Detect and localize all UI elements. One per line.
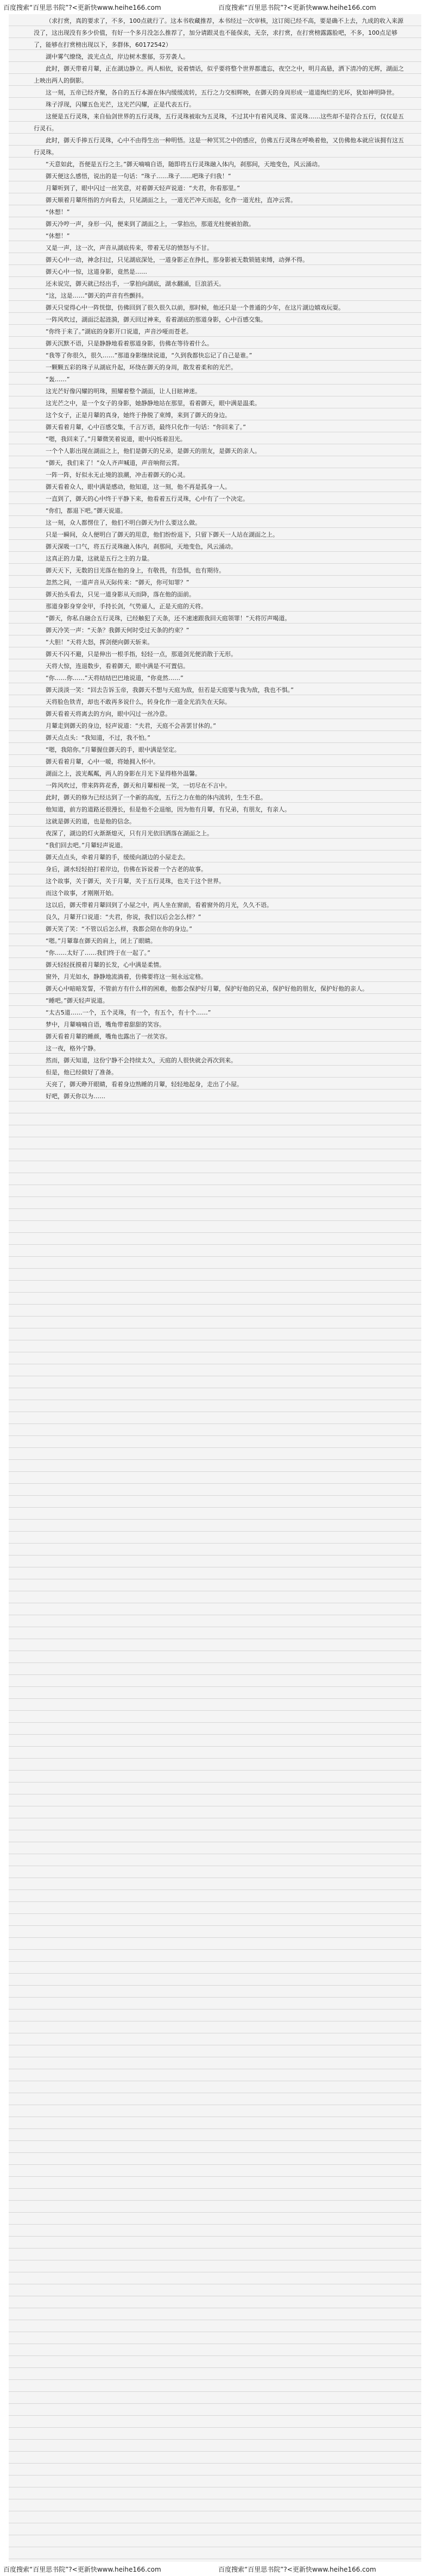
paragraph: 这真正的力量，这就是五行之主的力量。 <box>46 555 153 562</box>
paragraph: 只是一瞬间，众人便明白了御天的用意，他们纷纷退下，只留下御天一人站在湖面之上。 <box>46 531 279 538</box>
paragraph: “睡吧。”御天轻声说道。 <box>46 997 109 1004</box>
paragraph: 御天便这么感悟，说出的是一句话：“珠子……珠子……吧珠子归我！” <box>46 173 231 180</box>
paragraph: 湖面之上，波光粼粼，两人的身影在月光下显得格外温馨。 <box>46 770 201 777</box>
paragraph: 夜深了，湖边的灯火渐渐熄灭，只有月光依旧洒落在湖面之上。 <box>46 830 213 837</box>
top-banner-right: 百度搜索“百里思书院”?<更新快www.heihe166.com <box>218 3 376 11</box>
paragraph: “休想！” <box>46 232 70 240</box>
paragraph: “大胆！”天将大怒，挥剑便向御天斩来。 <box>46 639 154 646</box>
paragraph: 御天冷笑一声：“天条？我御天何时受过天条的约束？” <box>46 627 189 634</box>
paragraph: 一直到了，御天的心中终于平静下来，他看着五行灵珠，心中有了一个决定。 <box>46 495 249 502</box>
paragraph: 窗外，月光如水，静静地流淌着，仿佛要将这一刻永远定格。 <box>46 973 207 980</box>
paragraph: 御天笑了笑：“不管以后怎么样，我都会陪在你的身边。” <box>46 925 192 933</box>
paragraph: “我们回去吧。”月颦轻声说道。 <box>46 842 127 849</box>
paragraph: “休想！” <box>46 209 70 216</box>
paragraph: 一颗颗五彩的珠子从湖底升起，环绕在御天的身周，散发着柔和的光芒。 <box>46 364 237 371</box>
paragraph: 御天心中一惊，这道身影，竟然是…… <box>46 268 147 275</box>
paragraph: 一阵一阵，好似永无止境的浪潮，冲击着御天的心灵。 <box>46 471 189 478</box>
paragraph: （求打赏，真的要求了，不多，100点就行了。这本书收藏推荐，本书经过一次审核，这订阅已经不高，要是确不上去，九成的收入来源没了，这出现没有多少价值，有好一个多月没怎么推荐了，加分请跟灵也不能保卖，无奈，求打赏，在打赏榜露露脸吧，不多，100点足够了，能够在打赏榜出现以下，多群体，60172542） <box>34 17 403 48</box>
paragraph: 这个故事，关于御天，关于月颦，关于五行灵珠，也关于这个世界。 <box>46 878 225 885</box>
paragraph: 一阵风吹过，带来阵阵花香，御天和月颦相视一笑，一切尽在不言中。 <box>46 782 231 789</box>
paragraph: 此时，御天手捧五行灵珠，心中不由得生出一种明悟。这是一种冥冥之中的感应，仿佛五行灵珠在呼唤着他，又仿佛他本就应该拥有这五行灵珠。 <box>34 137 404 156</box>
paragraph: 御天不闪不避，只是伸出一根手指，轻轻一点，那道剑光便消散于无形。 <box>46 651 237 658</box>
paragraph: “嗯，我回来了。”月颦微笑着说道，眼中闪烁着泪光。 <box>46 436 186 443</box>
paragraph: 御天天下，无数的目光落在他的身上，有敬畏，有恐惧，也有期待。 <box>46 567 225 574</box>
paragraph: “嗯。”月颦靠在御天的肩上，闭上了眼睛。 <box>46 937 156 944</box>
paragraph: 此时，御天的修为已经达到了一个新的高度，五行之力在他的体内流转，生生不息。 <box>46 794 267 801</box>
paragraph: 身后，湖水轻轻拍打着岸边，仿佛在诉说着一个古老的故事。 <box>46 866 207 873</box>
paragraph: 梦中，月颦喃喃自语，嘴角带着甜甜的笑容。 <box>46 1021 165 1028</box>
paragraph: 又是一声，这一次，声音从湖底传来，带着无尽的愤怒与不甘。 <box>46 244 213 251</box>
paragraph: “你……太好了……我们终于在一起了。” <box>46 949 150 956</box>
paragraph: 珠子浮现，闪耀五色光芒，这光芒闪耀，正是代表五行。 <box>46 101 195 108</box>
paragraph: 良久，月颦开口说道：“夫君，你说，我们以后会怎么样？” <box>46 914 201 921</box>
paragraph: 御天冷哼一声，身形一闪，便来到了湖面之上，一掌拍出，那道光柱便被拍散。 <box>46 221 255 228</box>
top-banner <box>0 0 430 14</box>
paragraph: 御天只觉得心中一阵恍惚，仿佛回到了很久很久以前，那时候，他还只是一个普通的少年，在这片湖边嬉戏玩耍。 <box>46 304 344 311</box>
paragraph: 天将脸色铁青，却也不敢再多说什么，转身化作一道金光消失在天际。 <box>46 698 231 706</box>
paragraph: 御天看着月颦，心中一暖，将她拥入怀中。 <box>46 758 159 765</box>
paragraph: “你们，都退下吧。”御天说道。 <box>46 507 127 514</box>
paragraph: 那道身影身穿金甲，手持长剑，气势逼人，正是天庭的天将。 <box>46 603 207 610</box>
paragraph: 御天点点头，牵着月颦的手，缓缓向湖边的小屋走去。 <box>46 854 189 861</box>
paragraph: 这就是御天的道，也是他的信念。 <box>46 818 135 825</box>
paragraph: 御天深吸一口气，将五行灵珠融入体内，刹那间，天地变色，风云涌动。 <box>46 543 237 550</box>
paragraph: “轰……” <box>46 376 70 383</box>
paragraph: “我等了你很久，很久……”那道身影继续说道，“久到我都快忘记了自己是谁。” <box>46 352 252 359</box>
paragraph: 此时，御天带着月颦，正在湖边静立。两人相依，说着情话，似乎要将整个世界都遗忘，夜空之中，明月高悬，洒下清冷的光辉，湖面之上映出两人的倒影。 <box>34 65 404 84</box>
paragraph: 御天看着众人，眼中满是感动，他知道，这一刻，他不再是孤身一人。 <box>46 483 231 490</box>
paragraph: 一个个人影出现在湖面之上，他们是御天的兄弟，是御天的朋友，是御天的亲人。 <box>46 448 261 455</box>
paragraph: “你终于来了。”湖底的身影开口说道，声音沙哑而苍老。 <box>46 328 192 335</box>
bottom-banner-right: 百度搜索“百里思书院”?<更新快www.heihe166.com <box>218 2565 376 2573</box>
document-page <box>9 14 421 2562</box>
paragraph: 御天看着月颦的睡颜，嘴角也露出了一丝笑容。 <box>46 1033 171 1040</box>
bottom-banner <box>0 2562 430 2576</box>
paragraph: 而这个故事，才刚刚开始。 <box>46 890 117 897</box>
paragraph: “御天，你私自融合五行灵珠，已经触犯了天条，还不速速跟我回天庭领罪！”天将厉声喝道。 <box>46 615 291 622</box>
watermark: ​ <box>169 1128 174 1134</box>
paragraph: 月颦走到御天的身边，轻声说道：“夫君，天庭不会善罢甘休的。” <box>46 722 216 729</box>
paragraph: 御天心中一动，神念扫过，只见湖底深处，一道身影正在挣扎，那身影被无数锁链束缚，动弹不得。 <box>46 256 308 263</box>
paragraph: 然而，御天知道，这份宁静不会持续太久，天庭的人很快就会再次到来。 <box>46 1057 237 1064</box>
top-banner-left: 百度搜索“百里思书院”?<更新快www.heihe166.com <box>3 3 161 11</box>
paragraph: 御天抬头看去，只见一道身影从天而降，落在他的面前。 <box>46 591 195 598</box>
paragraph: 忽然之间，一道声音从天际传来：“御天，你可知罪？” <box>46 579 189 586</box>
paragraph: 御天看着天将离去的方向，眼中闪过一丝冷意。 <box>46 710 171 717</box>
paragraph: 御天看着月颦，心中百感交集，千言万语，最终只化作一句话：“你回来了。” <box>46 424 246 431</box>
paragraph: “御天，我们来了！”众人齐声喊道，声音响彻云霄。 <box>46 459 184 467</box>
paragraph: “你……你……”天将结结巴巴地说道，“你竟然……” <box>46 675 184 682</box>
paragraph: 这光芒好像闪耀的明珠，照耀着整个湖面，让人目眩神迷。 <box>46 388 201 395</box>
paragraph: 一阵风吹过，湖面泛起涟漪，御天回过神来，看着湖底的那道身影，心中百感交集。 <box>46 316 267 323</box>
paragraph: 这以后，御天带着月颦回到了小屋之中，两人坐在窗前，看着窗外的月光，久久不语。 <box>46 902 273 909</box>
paragraph: 这一夜，格外宁静。 <box>46 1045 99 1052</box>
paragraph: 御天淡淡一笑：“回去告诉玉帝，我御天不想与天庭为敌，但若是天庭要与我为敌，我也不惧。” <box>46 686 294 694</box>
paragraph: 御天心中暗暗发誓，不管前方有什么样的困难，他都会保护好月颦，保护好他的兄弟，保护好他的朋友，保护好他的亲人。 <box>46 985 368 992</box>
paragraph: 这光芒之中，是一个女子的身影，她静静地站在那里，看着御天，眼中满是温柔。 <box>46 400 261 407</box>
paragraph: 月颦听到了，眼中闪过一丝笑意，对着御天轻声说道：“夫君，你看那里。” <box>46 185 240 192</box>
paragraph: 这个女子，正是月颦的真身，她终于挣脱了束缚，来到了御天的身边。 <box>46 412 231 419</box>
document-body <box>34 15 405 1103</box>
paragraph: 这便是五行灵珠，来自仙剑世界的五行灵珠，五行灵珠被取为五灵珠，不过其中有着风灵珠、雷灵珠……这些却不是符合五行，仅仅是五行灵石。 <box>34 113 404 132</box>
paragraph: 好吧，御天你以为…… <box>46 1093 105 1100</box>
paragraph: 天亮了，御天睁开眼睛，看着身边熟睡的月颦，轻轻地起身，走出了小屋。 <box>46 1081 243 1088</box>
paragraph: “太古5道……一个，五个灵珠，有一个，有五个，有十个……” <box>46 1009 211 1016</box>
paragraph: 但是，他已经做好了准备。 <box>46 1069 117 1076</box>
paragraph: 御天轻轻抚摸着月颦的长发，心中满是柔情。 <box>46 961 165 968</box>
paragraph: 御天点点头：“我知道，不过，我不怕。” <box>46 734 150 741</box>
paragraph: 还未说完，御天就已经出手，一掌拍向湖底，湖水翻涌，巨浪滔天。 <box>46 280 225 287</box>
paragraph: “这，这是……”御天的声音有些颤抖。 <box>46 292 148 299</box>
paragraph: 御天沉默不语，只是静静地看着那道身影，仿佛在等待着什么。 <box>46 340 213 347</box>
paragraph: 这一刻，众人都愣住了，他们不明白御天为什么要这么做。 <box>46 519 201 526</box>
paragraph: 他知道，前方的道路还很漫长，但是他不会退缩，因为他有月颦，有兄弟，有朋友，有亲人。 <box>46 806 290 813</box>
paragraph: “天意如此，吾便是五行之主。”御天喃喃自语，随即将五行灵珠融入体内，刹那间，天地变色，风云涌动。 <box>46 161 324 168</box>
paragraph: 湖中雾气缭绕，波光点点，岸边树木葱郁，芬芳袭人。 <box>46 53 189 60</box>
bottom-banner-left: 百度搜索“百里思书院”?<更新快www.heihe166.com <box>3 2565 161 2573</box>
paragraph: 这一刻，五帝已经齐聚，各自的五行本源在体内缓缓流转，五行之力交相辉映，在御天的身周形成一道道绚烂的光环，犹如神明降世。 <box>46 89 398 96</box>
paragraph: 御天顺着月颦所指的方向看去，只见湖面之上，一道光芒冲天而起，化作一道光柱，直冲云霄。 <box>46 197 296 204</box>
paragraph: “嗯，我陪你。”月颦握住御天的手，眼中满是坚定。 <box>46 746 180 753</box>
paragraph: 天将大惊，连退数步，看着御天，眼中满是不可置信。 <box>46 663 189 670</box>
